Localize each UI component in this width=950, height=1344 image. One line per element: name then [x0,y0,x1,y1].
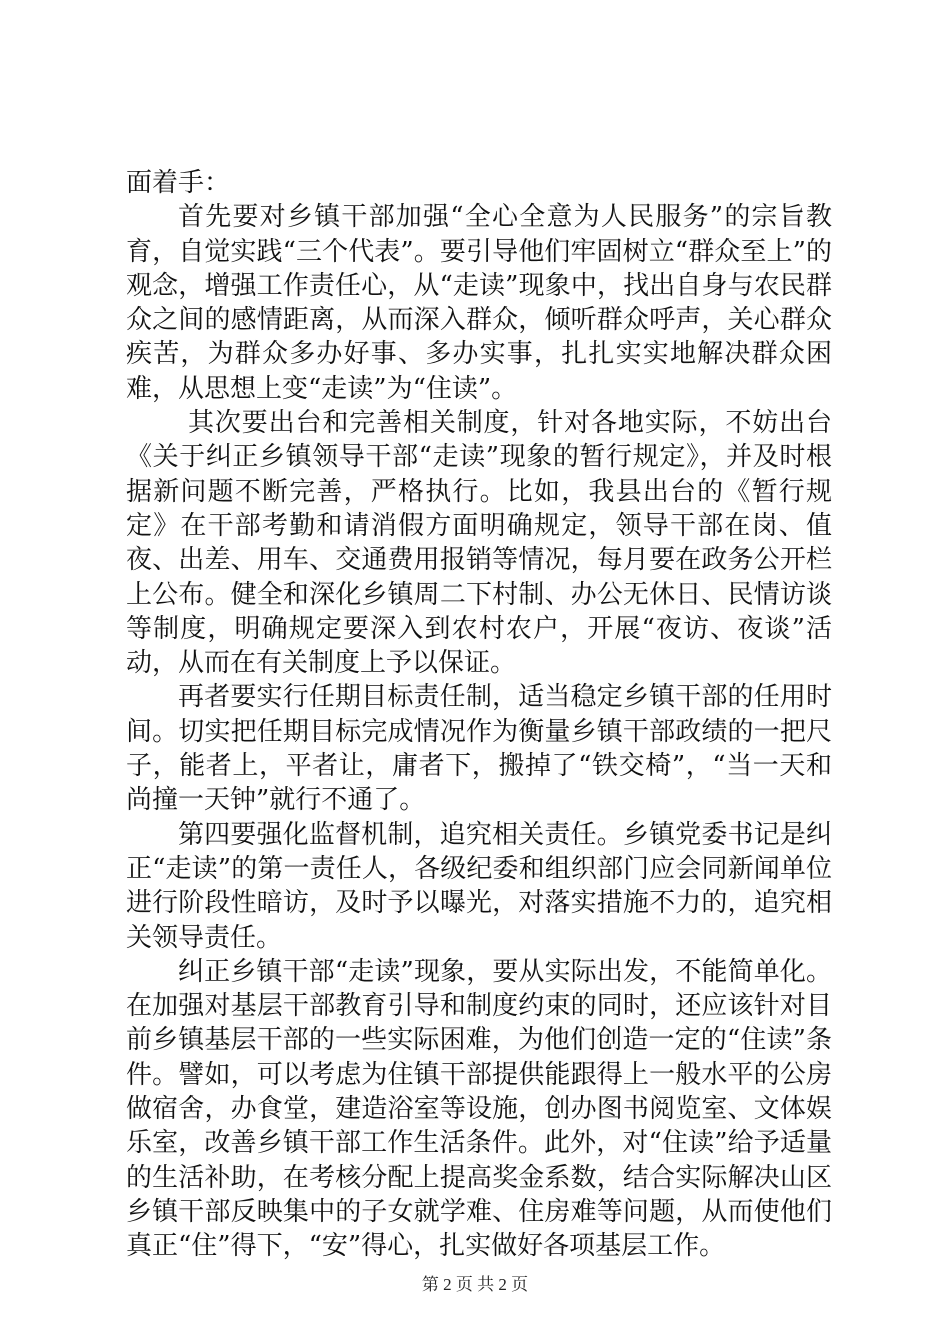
page-number-footer: 第 2 页 共 2 页 [421,1275,529,1294]
paragraph-third-measure: 再者要实行任期目标责任制，适当稳定乡镇干部的任用时间。切实把任期目标完成情况作为衡量乡镇干部政绩的一把尺子，能者上，平者让，庸者下，搬掉了“铁交椅”，“当一天和尚撞一天钟”就行不通了。 [126,682,832,816]
paragraph-fourth-measure: 第四要强化监督机制，追究相关责任。乡镇党委书记是纠正“走读”的第一责任人，各级纪委和组织部门应会同新闻单位进行阶段性暗访，及时予以曝光，对落实措施不力的，追究相关领导责任。 [126,819,832,953]
document-body [126,166,832,1264]
paragraph-second-measure: 其次要出台和完善相关制度，针对各地实际，不妨出台《关于纠正乡镇领导干部“走读”现象的暂行规定》，并及时根据新问题不断完善，严格执行。比如，我县出台的《暂行规定》在干部考勤和请消假方面明确规定，领导干部在岗、值夜、出差、用车、交通费用报销等情况，每月要在政务公开栏上公布。健全和深化乡镇周二下村制、办公无休日、民情访谈等制度，明确规定要深入到农村农户，开展“夜访、夜谈”活动，从而在有关制度上予以保证。 [126,408,832,679]
paragraph-conclusion: 纠正乡镇干部“走读”现象，要从实际出发，不能简单化。在加强对基层干部教育引导和制度约束的同时，还应该针对目前乡镇基层干部的一些实际困难，为他们创造一定的“住读”条件。譬如，可以考虑为住镇干部提供能跟得上一般水平的公房做宿舍，办食堂，建造浴室等设施，创办图书阅览室、文体娱乐室，改善乡镇干部工作生活条件。此外，对“住读”给予适量的生活补助，在考核分配上提高奖金系数，结合实际解决山区乡镇干部反映集中的子女就学难、住房难等问题，从而使他们真正“住”得下，“安”得心，扎实做好各项基层工作。 [126,956,832,1262]
paragraph-first-measure: 首先要对乡镇干部加强“全心全意为人民服务”的宗旨教育，自觉实践“三个代表”。要引导他们牢固树立“群众至上”的观念，增强工作责任心，从“走读”现象中，找出自身与农民群众之间的感情距离，从而深入群众，倾听群众呼声，关心群众疾苦，为群众多办好事、多办实事，扎扎实实地解决群众困难，从思想上变“走读”为“住读”。 [126,202,832,404]
paragraph-continuation: 面着手： [126,168,231,198]
